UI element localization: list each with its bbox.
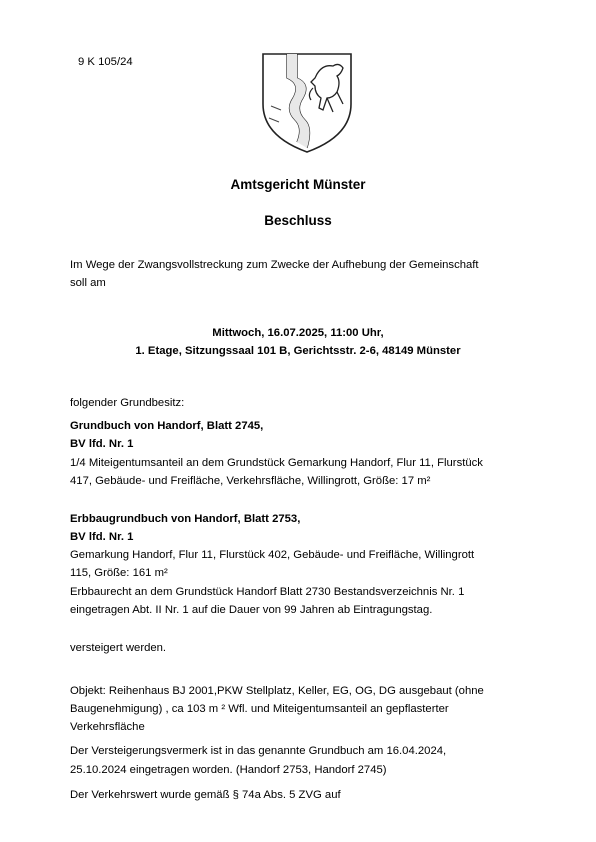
intro-line-1: Im Wege der Zwangsvollstreckung zum Zwecke der Aufhebung der Gemeinschaft: [70, 259, 479, 271]
vermerk-line-1: Der Versteigerungsvermerk ist in das genannte Grundbuch am 16.04.2024,: [70, 745, 447, 757]
market-value-line: Der Verkehrswert wurde gemäß § 74a Abs. 5 ZVG auf: [70, 789, 341, 801]
intro-line-2: soll am: [70, 277, 106, 289]
property1-title: Grundbuch von Handorf, Blatt 2745,: [70, 420, 264, 432]
auction-date: Mittwoch, 16.07.2025, 11:00 Uhr,: [212, 327, 384, 339]
auction-phrase: versteigert werden.: [70, 642, 167, 654]
property2-line-1: Gemarkung Handorf, Flur 11, Flurstück 402, Gebäude- und Freifläche, Willingrott: [70, 549, 475, 561]
following-label: folgender Grundbesitz:: [70, 397, 185, 409]
property2-title: Erbbaugrundbuch von Handorf, Blatt 2753,: [70, 513, 301, 525]
property2-line-4: eingetragen Abt. II Nr. 1 auf die Dauer von 99 Jahren ab Eintragungstag.: [70, 604, 433, 616]
document-type: Beschluss: [264, 213, 332, 228]
vermerk-line-2: 25.10.2024 eingetragen worden. (Handorf 2753, Handorf 2745): [70, 764, 387, 776]
object-line-3: Verkehrsfläche: [70, 721, 145, 733]
coat-of-arms-emblem: [257, 48, 357, 156]
case-number: 9 K 105/24: [78, 56, 133, 68]
property2-line-2: 115, Größe: 161 m²: [70, 567, 168, 579]
object-line-1: Objekt: Reihenhaus BJ 2001,PKW Stellplatz, Keller, EG, OG, DG ausgebaut (ohne: [70, 685, 484, 697]
property1-bv: BV lfd. Nr. 1: [70, 438, 134, 450]
auction-location: 1. Etage, Sitzungssaal 101 B, Gerichtsstr. 2-6, 48149 Münster: [135, 345, 461, 357]
property1-line-2: 417, Gebäude- und Freifläche, Verkehrsfläche, Willingrott, Größe: 17 m²: [70, 475, 431, 487]
object-line-2: Baugenehmigung) , ca 103 m ² Wfl. und Miteigentumsanteil an gepflasterter: [70, 703, 449, 715]
property1-line-1: 1/4 Miteigentumsanteil an dem Grundstück Gemarkung Handorf, Flur 11, Flurstück: [70, 457, 483, 469]
property2-line-3: Erbbaurecht an dem Grundstück Handorf Blatt 2730 Bestandsverzeichnis Nr. 1: [70, 586, 465, 598]
court-name: Amtsgericht Münster: [230, 177, 366, 192]
property2-bv: BV lfd. Nr. 1: [70, 531, 134, 543]
